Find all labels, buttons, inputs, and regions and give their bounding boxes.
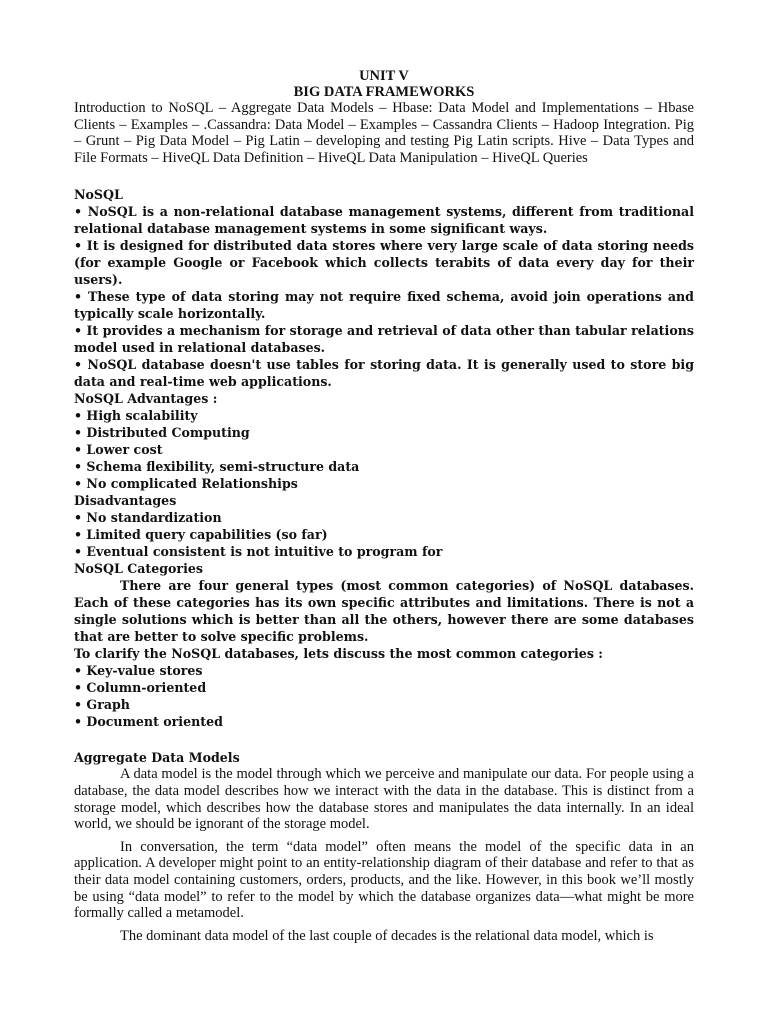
nosql-points xyxy=(74,203,694,390)
advantages-list xyxy=(74,407,694,492)
spacer xyxy=(74,166,694,186)
list-item: • Key-value stores xyxy=(74,663,203,679)
advantages-heading: NoSQL Advantages : xyxy=(74,391,218,407)
categories-heading: NoSQL Categories xyxy=(74,561,203,577)
spacer xyxy=(74,730,694,749)
unit-label: UNIT V xyxy=(359,68,409,84)
nosql-heading: NoSQL xyxy=(74,187,123,203)
nosql-point: • It provides a mechanism for storage and retrieval of data other than tabular relations model used in relational databases. xyxy=(74,323,694,356)
list-item: • Eventual consistent is not intuitive to program for xyxy=(74,544,443,560)
aggregate-paragraph: In conversation, the term “data model” often means the model of the specific data in an application. A developer might point to an entity-relationship diagram of their database and refer to that as their data model containing customers, orders, products, and the like. However, in this book we’ll mostly be using “data model” to refer to the model by which the database organizes data—what might be more formally called a metamodel. xyxy=(74,838,694,922)
categories-intro: To clarify the NoSQL databases, lets discuss the most common categories : xyxy=(74,646,603,662)
list-item: • Document oriented xyxy=(74,714,223,730)
list-item: • Column-oriented xyxy=(74,680,207,696)
nosql-point: • NoSQL database doesn't use tables for storing data. It is generally used to store big data and real-time web applications. xyxy=(74,357,694,390)
list-item: • No complicated Relationships xyxy=(74,476,298,492)
categories-list xyxy=(74,662,694,730)
unit-syllabus: Introduction to NoSQL – Aggregate Data Models – Hbase: Data Model and Implementations – Hbase Clients – Examples – .Cassandra: Data Model – Examples – Cassandra Clients – Hadoop Integration. Pig – Grunt – Pig Data Model – Pig Latin – developing and testing Pig Latin scripts. Hive – Data Types and File Formats – HiveQL Data Definition – HiveQL Data Manipulation – HiveQL Queries xyxy=(74,100,694,166)
document-title: BIG DATA FRAMEWORKS xyxy=(293,84,475,100)
list-item: • Limited query capabilities (so far) xyxy=(74,527,328,543)
document-page xyxy=(74,68,694,944)
nosql-point: • NoSQL is a non-relational database management systems, different from traditional relational database management systems in some significant ways. xyxy=(74,204,694,237)
disadvantages-heading: Disadvantages xyxy=(74,493,177,509)
aggregate-paragraph: The dominant data model of the last couple of decades is the relational data model, which is xyxy=(120,927,654,944)
aggregate-paragraph: A data model is the model through which we perceive and manipulate our data. For people using a database, the data model describes how we interact with the data in the database. This is distinct from a storage model, which describes how the database stores and manipulates the data internally. In an ideal world, we should be ignorant of the storage model. xyxy=(74,766,694,833)
nosql-point: • It is designed for distributed data stores where very large scale of data storing needs (for example Google or Facebook which collects terabits of data every day for their users). xyxy=(74,238,694,288)
list-item: • No standardization xyxy=(74,510,222,526)
list-item: • Graph xyxy=(74,697,130,713)
nosql-point: • These type of data storing may not require fixed schema, avoid join operations and typically scale horizontally. xyxy=(74,289,694,322)
list-item: • Distributed Computing xyxy=(74,425,250,441)
aggregate-heading: Aggregate Data Models xyxy=(74,750,240,766)
list-item: • Schema flexibility, semi-structure data xyxy=(74,459,360,475)
list-item: • High scalability xyxy=(74,408,198,424)
categories-paragraph: There are four general types (most common categories) of NoSQL databases. Each of these categories has its own specific attributes and limitations. There is not a single solutions which is better than all the others, however there are some databases that are better to solve specific problems. xyxy=(74,578,694,645)
list-item: • Lower cost xyxy=(74,442,163,458)
disadvantages-list xyxy=(74,509,694,560)
